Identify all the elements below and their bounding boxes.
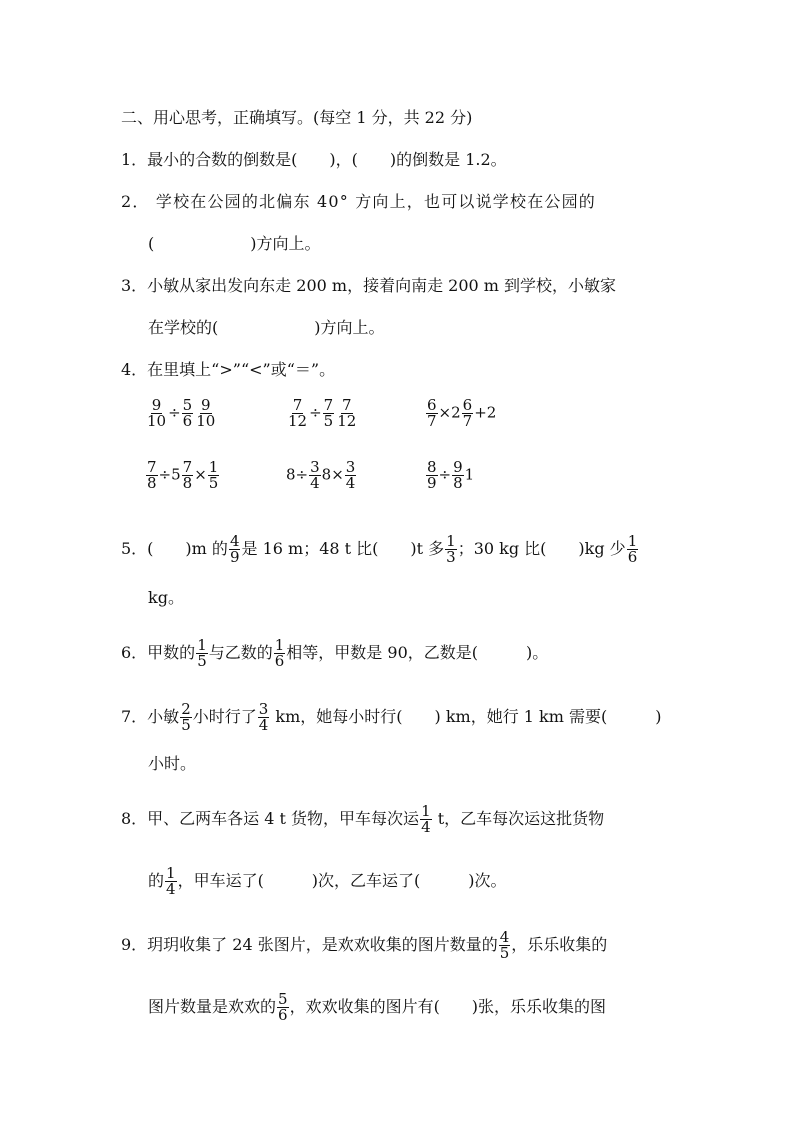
question-6: 6．甲数的 $\frac{1}{5}$ 与乙数的 $\frac{1}{6}$ 相等，甲数是 90，乙数是( )。	[121, 636, 549, 670]
question-4: 4．在里填上“>”“<”或“＝”。	[121, 360, 336, 379]
compare-item-b: $\frac{7}{12}$ ÷ $\frac{7}{5}$ $\frac{7}{12}$	[288, 396, 357, 430]
section-title: 二、用心思考，正确填写。(每空 1 分，共 22 分)	[121, 108, 473, 127]
question-7-line-2: 小时。	[148, 754, 197, 773]
question-3-line-2: 在学校的( )方向上。	[148, 318, 385, 337]
question-3-line-1: 3．小敏从家出发向东走 200 m，接着向南走 200 m 到学校，小敏家	[121, 276, 617, 295]
question-5-line-1: 5．( )m 的 $\frac{4}{9}$ 是 16 m；48 t 比( )t 多 $\frac{1}{3}$ ；30 kg 比( )kg 少 $\frac{1}{6}$	[121, 532, 638, 566]
compare-item-f: $\frac{8}{9}$ ÷ $\frac{9}{8}$ 1	[427, 458, 475, 492]
question-5-line-2: kg。	[148, 588, 184, 607]
compare-item-d: $\frac{7}{8}$ ÷5 $\frac{7}{8}$ × $\frac{1}{5}$	[147, 458, 219, 492]
question-9-line-1: 9．玥玥收集了 24 张图片，是欢欢收集的图片数量的 $\frac{4}{5}$ ，乐乐收集的	[121, 928, 608, 962]
question-7-line-1: 7．小敏 $\frac{2}{5}$ 小时行了 $\frac{3}{4}$ km，她每小时行( ) km，她行 1 km 需要( )	[121, 700, 662, 734]
question-8-line-2: 的 $\frac{1}{4}$ ，甲车运了( )次，乙车运了( )次。	[148, 864, 507, 898]
question-8-line-1: 8．甲、乙两车各运 4 t 货物，甲车每次运 $\frac{1}{4}$ t，乙车每次运这批货物	[121, 802, 605, 836]
question-2-line-2: ( )方向上。	[148, 234, 321, 253]
question-1: 1．最小的合数的倒数是( )，( )的倒数是 1.2。	[121, 150, 507, 169]
compare-item-e: 8÷ $\frac{3}{4}$ 8× $\frac{3}{4}$	[286, 458, 356, 492]
question-2-line-1: 2． 学校在公园的北偏东 40° 方向上，也可以说学校在公园的	[121, 192, 596, 211]
compare-item-a: $\frac{9}{10}$ ÷ $\frac{5}{6}$ $\frac{9}{10}$	[147, 396, 216, 430]
compare-item-c: $\frac{6}{7}$ ×2 $\frac{6}{7}$ +2	[427, 396, 497, 430]
question-9-line-2: 图片数量是欢欢的 $\frac{5}{6}$ ，欢欢收集的图片有( )张，乐乐收集的图	[148, 990, 607, 1024]
